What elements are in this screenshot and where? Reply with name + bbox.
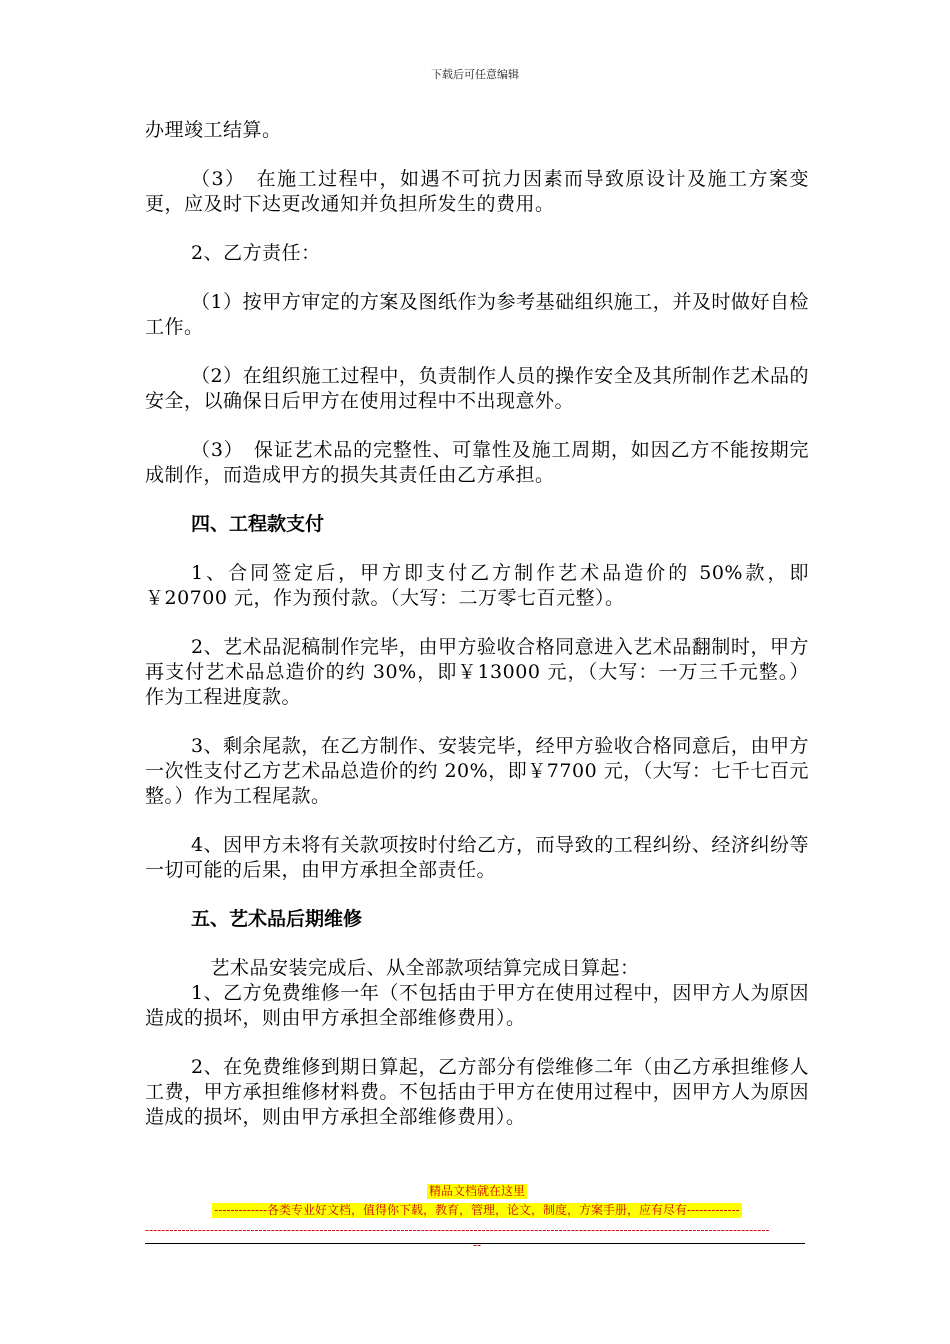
- paragraph: （1）按甲方审定的方案及图纸作为参考基础组织施工，并及时做好自检工作。: [145, 291, 809, 338]
- paragraph: （3） 在施工过程中，如遇不可抗力因素而导致原设计及施工方案变更，应及时下达更改通知并负担所发生的费用。: [145, 168, 809, 215]
- footer-title: 精品文档就在这里: [428, 1184, 525, 1198]
- footer-dash-tail: --: [472, 1238, 482, 1252]
- paragraph: 2、艺术品泥稿制作完毕，由甲方验收合格同意进入艺术品翻制时，甲方再支付艺术品总造价的约 30%，即￥13000 元，（大写：一万三千元整。）作为工程进度款。: [145, 636, 809, 708]
- document-body: [145, 118, 809, 1130]
- paragraph: （3） 保证艺术品的完整性、可靠性及施工周期，如因乙方不能按期完成制作，而造成甲方的损失其责任由乙方承担。: [145, 439, 809, 486]
- paragraph: 2、乙方责任：: [191, 242, 321, 264]
- section-heading: 五、艺术品后期维修: [191, 908, 363, 930]
- footer-banner: [145, 1180, 809, 1252]
- paragraph: 2、在免费维修到期日算起，乙方部分有偿维修二年（由乙方承担维修人工费，甲方承担维修材料费。不包括由于甲方在使用过程中，因甲方人为原因造成的损坏，则由甲方承担全部维修费用）。: [145, 1056, 809, 1128]
- paragraph: 艺术品安装完成后、从全部款项结算完成日算起：: [191, 957, 640, 979]
- footer-dash-line: ----------------------------------------------------------------------------------------------------------------------------------------------------------: [145, 1223, 770, 1237]
- paragraph: 1、合同签定后，甲方即支付乙方制作艺术品造价的 50%款，即￥20700 元，作为预付款。（大写：二万零七百元整）。: [145, 562, 809, 609]
- paragraph: 1、乙方免费维修一年（不包括由于甲方在使用过程中，因甲方人为原因造成的损坏，则由甲方承担全部维修费用）。: [145, 982, 809, 1029]
- paragraph: （2）在组织施工过程中，负责制作人员的操作安全及其所制作艺术品的安全，以确保日后甲方在使用过程中不出现意外。: [145, 365, 809, 412]
- paragraph: 4、因甲方未将有关款项按时付给乙方，而导致的工程纠纷、经济纠纷等一切可能的后果，由甲方承担全部责任。: [145, 834, 809, 881]
- page-header: 下载后可任意编辑: [431, 68, 519, 81]
- footer-rule: [145, 1243, 805, 1244]
- footer-slogan: -------------各类专业好文档，值得你下载，教育，管理，论文，制度，方案手册，应有尽有-------------: [214, 1203, 740, 1217]
- section-heading: 四、工程款支付: [191, 513, 325, 535]
- paragraph: 3、剩余尾款，在乙方制作、安装完毕，经甲方验收合格同意后，由甲方一次性支付乙方艺术品总造价的约 20%，即￥7700 元，（大写：七千七百元整。）作为工程尾款。: [145, 735, 809, 807]
- paragraph: 办理竣工结算。: [145, 119, 282, 141]
